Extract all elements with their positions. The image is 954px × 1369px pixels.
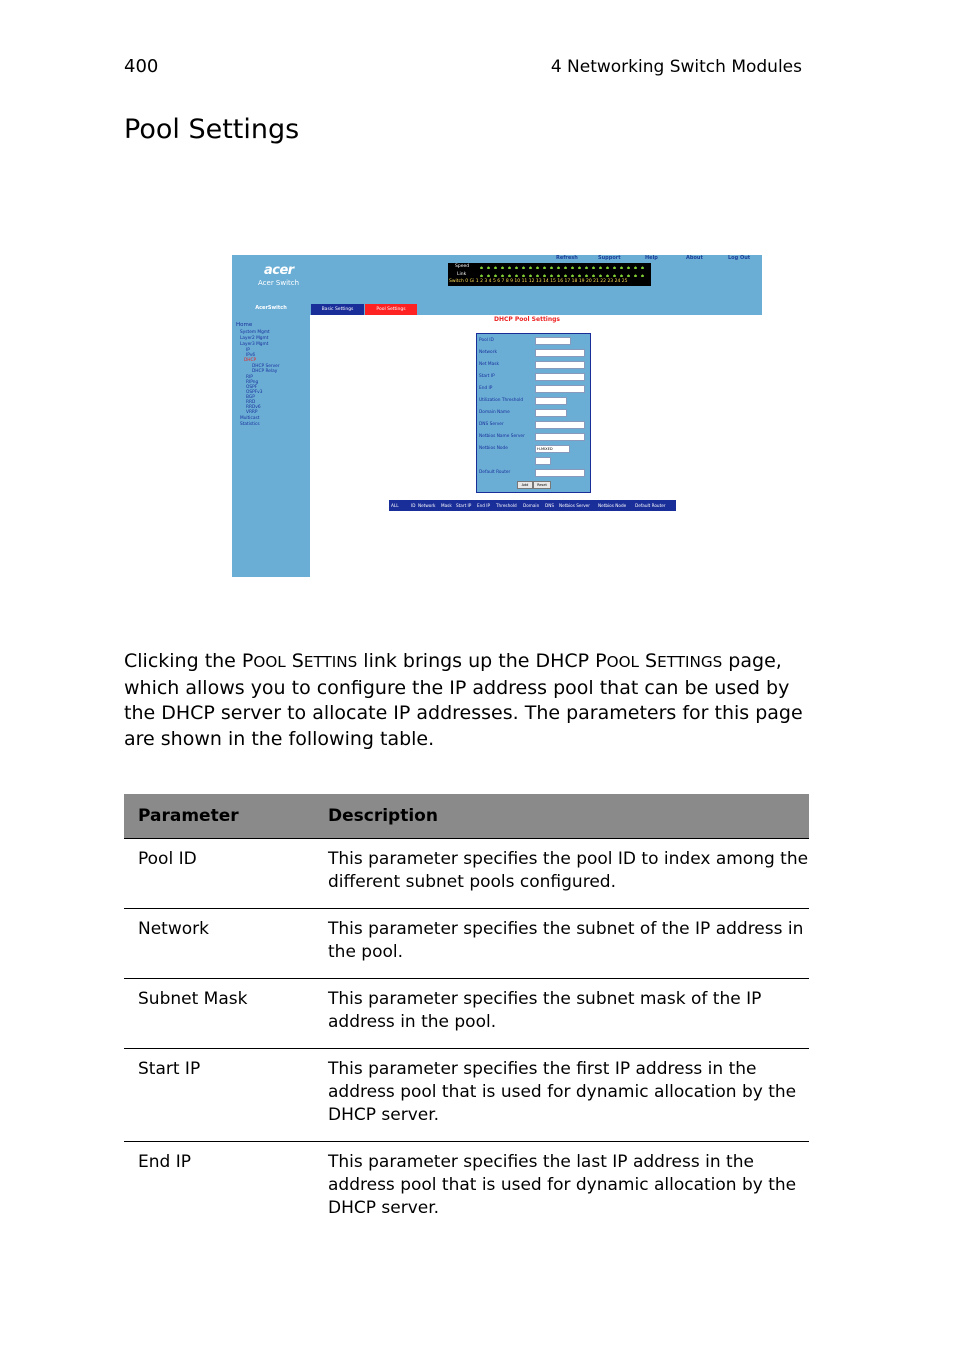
- about-link[interactable]: About: [686, 255, 703, 261]
- top-links: [552, 255, 762, 263]
- sidebar-item-rrdv6[interactable]: RRDv6: [246, 405, 261, 410]
- label-netbios-server: Netbios Name Server: [479, 434, 525, 439]
- col-netbios-server: Netbios Server: [559, 503, 590, 508]
- netbios-server-input[interactable]: [535, 433, 585, 441]
- netbios-extra-input[interactable]: [535, 457, 551, 465]
- domain-name-input[interactable]: [535, 409, 567, 417]
- param-name: Subnet Mask: [124, 979, 314, 1049]
- label-netbios-node: Netbios Node: [479, 446, 508, 451]
- table-row: [124, 1049, 809, 1142]
- help-link[interactable]: Help: [645, 255, 658, 261]
- figure-sidebar: [232, 315, 310, 577]
- label-dns-server: DNS Server: [479, 422, 504, 427]
- sidebar-item-ripng[interactable]: RIPng: [246, 380, 259, 385]
- tab-basic-settings[interactable]: Basic Settings: [311, 304, 364, 315]
- col-end-ip: End IP: [477, 503, 491, 508]
- col-domain: Domain: [523, 503, 540, 508]
- sidebar-item-vrrp[interactable]: VRRP: [246, 410, 258, 415]
- threshold-input[interactable]: [535, 397, 567, 405]
- label-domain-name: Domain Name: [479, 410, 510, 415]
- page-number: 400: [124, 56, 159, 77]
- label-network: Network: [479, 350, 497, 355]
- sidebar-item-rip[interactable]: RIP: [246, 375, 253, 380]
- col-all[interactable]: ALL: [391, 503, 399, 508]
- para-smallcaps-1b: OOL: [253, 653, 286, 671]
- param-name: End IP: [138, 1152, 191, 1172]
- table-row: [124, 1142, 809, 1235]
- default-router-input[interactable]: [535, 469, 585, 477]
- port-numbers: Switch 0 Gi 1 2 3 4 5 6 7 8 9 10 11 12 13 14 15 16 17 18 19 20 21 22 23 24 25: [449, 279, 628, 284]
- sidebar-item-layer2[interactable]: Layer2 Mgmt: [240, 336, 269, 341]
- parameter-table: [124, 794, 809, 1234]
- para-smallcaps-2b: OOL: [606, 653, 640, 671]
- start-ip-input[interactable]: [535, 373, 585, 381]
- table-row: [124, 839, 809, 909]
- col-start-ip: Start IP: [456, 503, 472, 508]
- sidebar-item-ip[interactable]: IP: [246, 348, 250, 353]
- sidebar-item-dhcp[interactable]: DHCP: [244, 358, 257, 363]
- network-input[interactable]: [535, 349, 585, 357]
- label-start-ip: Start IP: [479, 374, 495, 379]
- label-default-router: Default Router: [479, 470, 511, 475]
- section-title: Pool Settings: [124, 114, 300, 145]
- para-smallcaps-2d: ETTINGS: [657, 653, 723, 671]
- nav-title: AcerSwitch: [232, 302, 310, 315]
- param-description: This parameter specifies the pool ID to index among the different subnet pools configured.: [314, 839, 809, 909]
- link-leds: [478, 274, 648, 277]
- sidebar-item-ospfv3[interactable]: OSPFv3: [246, 390, 263, 395]
- para-smallcaps-1a: P: [241, 650, 254, 672]
- dhcp-pool-form: [476, 333, 591, 493]
- param-description: This parameter specifies the subnet mask of the IP address in the pool.: [314, 979, 809, 1049]
- col-dns: DNS: [545, 503, 555, 508]
- para-smallcaps-2c: S: [639, 650, 658, 672]
- para-smallcaps-1c: S: [285, 650, 304, 672]
- netbios-node-select[interactable]: H-MIXED: [535, 445, 570, 453]
- sidebar-item-dhcp-server[interactable]: DHCP Server: [252, 364, 280, 369]
- col-id: ID: [411, 503, 416, 508]
- param-description: This parameter specifies the last IP address in the address pool that is used for dynamic allocation by the DHCP server.: [328, 1152, 797, 1218]
- sidebar-item-ospf[interactable]: OSPF: [246, 385, 258, 390]
- sidebar-item-dhcp-relay[interactable]: DHCP Relay: [252, 369, 278, 374]
- para-smallcaps-2a: P: [595, 650, 607, 672]
- sidebar-item-layer3[interactable]: Layer3 Mgmt: [240, 342, 269, 347]
- label-end-ip: End IP: [479, 386, 493, 391]
- sidebar-item-home[interactable]: Home: [236, 322, 253, 328]
- table-row: [124, 909, 809, 979]
- add-button[interactable]: Add: [517, 481, 533, 489]
- table-header-row: [124, 794, 809, 839]
- body-paragraph: [124, 649, 814, 752]
- table-row: [124, 979, 809, 1049]
- sidebar-item-multicast[interactable]: Multicast: [240, 416, 260, 421]
- param-name: Network: [124, 909, 314, 979]
- tab-pool-settings[interactable]: Pool Settings: [365, 304, 417, 315]
- acer-logo: acer: [264, 263, 294, 278]
- running-header: 4 Networking Switch Modules: [550, 57, 802, 77]
- speed-leds: [478, 266, 648, 269]
- col-default-router: Default Router: [635, 503, 666, 508]
- param-description: This parameter specifies the first IP address in the address pool that is used for dynamic allocation by the DHCP server.: [314, 1049, 809, 1142]
- reset-button[interactable]: Reset: [533, 481, 551, 489]
- sidebar-item-bgp[interactable]: BGP: [246, 395, 255, 400]
- dns-server-input[interactable]: [535, 421, 585, 429]
- param-description: This parameter specifies the subnet of the IP address in the pool.: [314, 909, 809, 979]
- col-network: Network: [418, 503, 436, 508]
- col-netbios-node: Netbios Node: [598, 503, 627, 508]
- label-pool-id: Pool ID: [479, 338, 494, 343]
- pool-table-header: [389, 500, 676, 511]
- header-parameter: Parameter: [124, 794, 314, 839]
- logout-link[interactable]: Log Out: [728, 255, 751, 261]
- para-text-2: link brings up the DHCP: [357, 650, 596, 672]
- switch-status-panel: [448, 263, 651, 286]
- link-label: Link: [457, 272, 467, 277]
- label-net-mask: Net Mask: [479, 362, 499, 367]
- label-threshold: Utilization Threshold: [479, 398, 524, 403]
- form-title: DHCP Pool Settings: [494, 316, 560, 323]
- sidebar-item-ipv6[interactable]: IPv6: [246, 353, 256, 358]
- speed-label: Speed: [455, 264, 470, 269]
- support-link[interactable]: Support: [598, 255, 621, 261]
- sidebar-item-system[interactable]: System Mgmt: [240, 330, 270, 335]
- end-ip-input[interactable]: [535, 385, 585, 393]
- header-description: Description: [314, 794, 809, 839]
- sidebar-item-rrd[interactable]: RRD: [246, 400, 256, 405]
- col-mask: Mask: [441, 503, 452, 508]
- sidebar-item-statistics[interactable]: Statistics: [240, 422, 260, 427]
- logo-subtitle: Acer Switch: [258, 279, 300, 287]
- param-name: Pool ID: [124, 839, 314, 909]
- para-smallcaps-1d: ETTINS: [303, 653, 358, 671]
- para-text-1: Clicking the: [124, 650, 242, 672]
- param-name: Start IP: [124, 1049, 314, 1142]
- screenshot-figure: [232, 255, 762, 577]
- pool-id-input[interactable]: [535, 337, 571, 345]
- net-mask-input[interactable]: [535, 361, 585, 369]
- refresh-link[interactable]: Refresh: [556, 255, 578, 261]
- para-text-3: page, which allows you to configure the IP address pool that can be used by the DHCP server to allocate IP addresses. The parameters for this page are shown in the following table.: [124, 650, 803, 750]
- col-threshold: Threshold: [496, 503, 517, 508]
